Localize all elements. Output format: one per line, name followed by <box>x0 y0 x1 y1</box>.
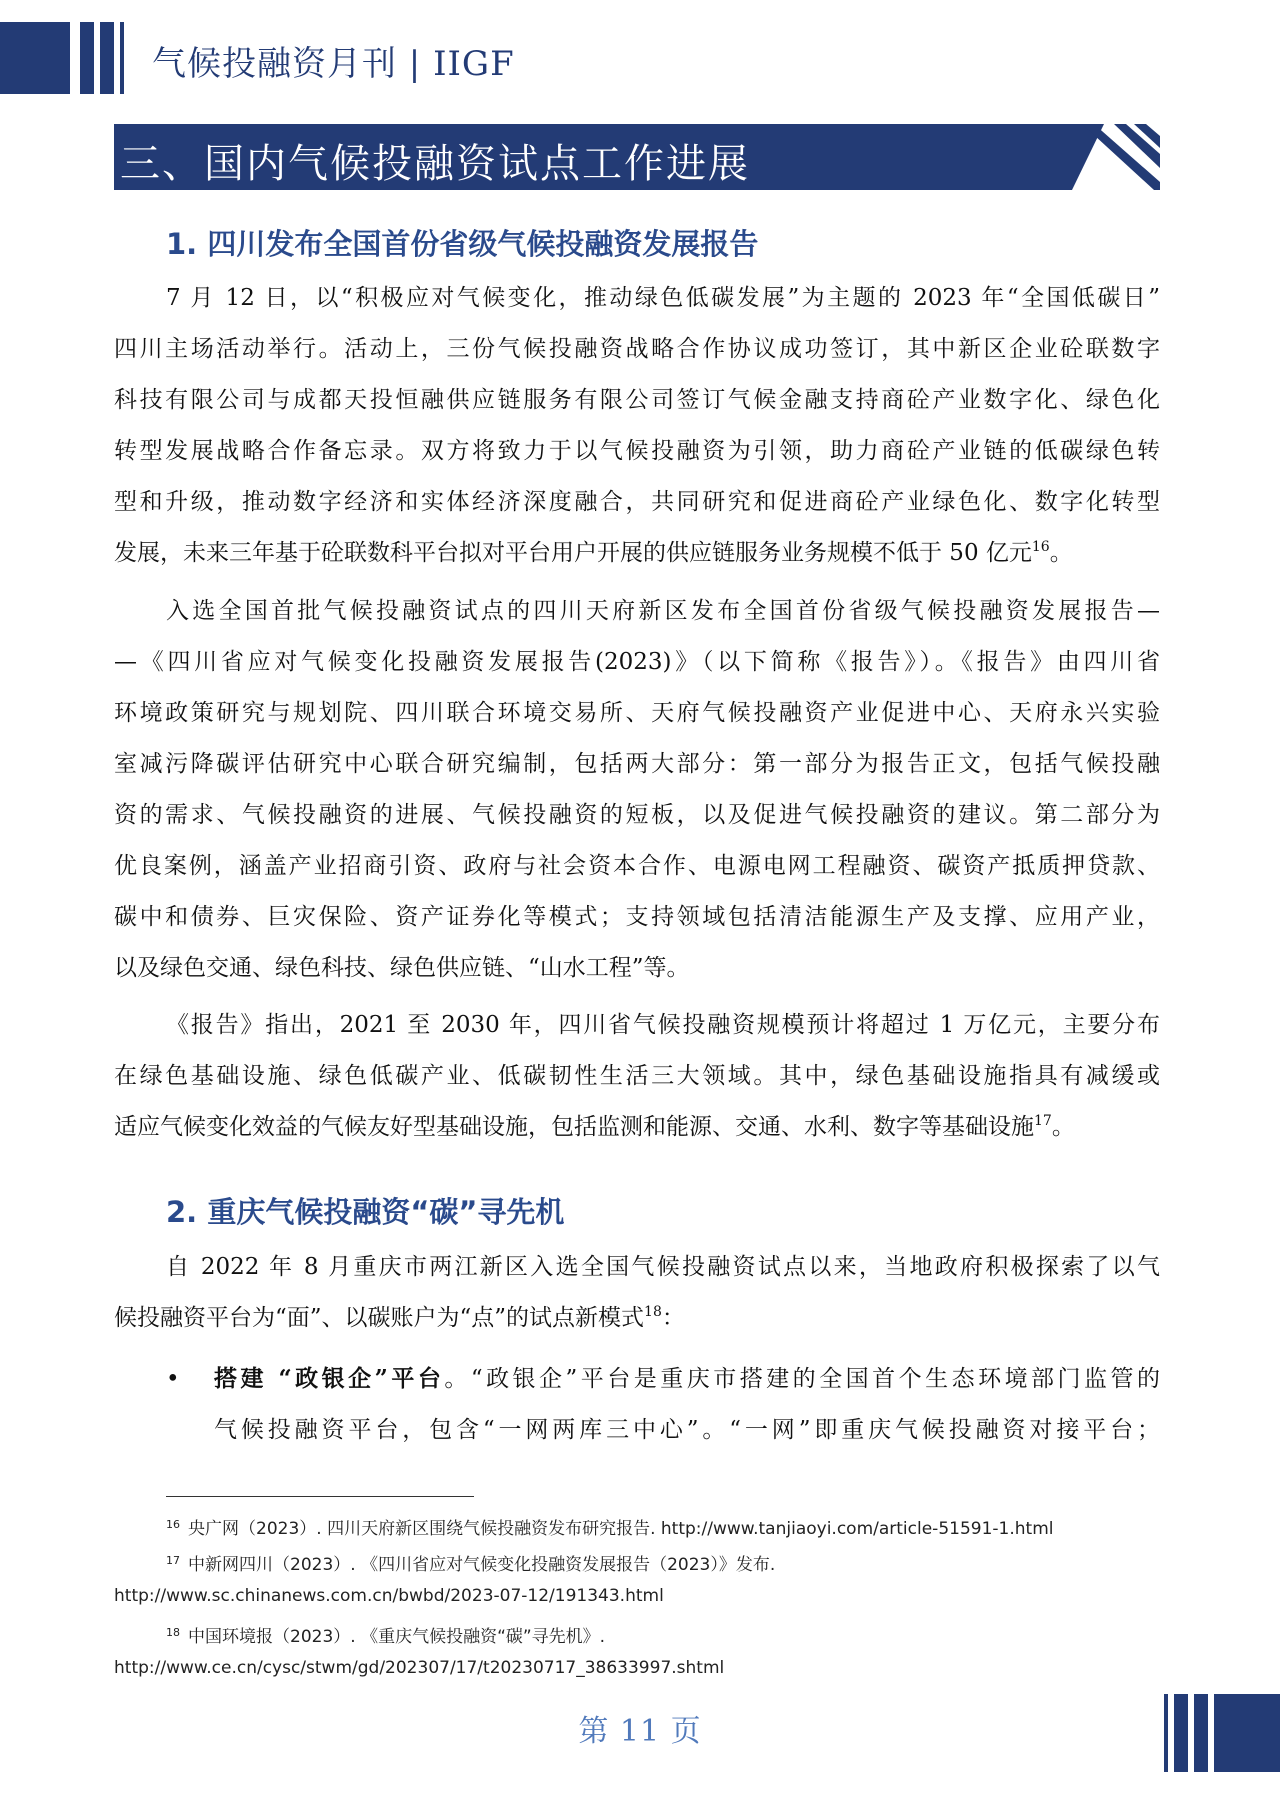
text-line: 在绿色基础设施、绿色低碳产业、低碳韧性生活三大领域。其中，绿色基础设施指具有减缓或 <box>114 1063 1160 1089</box>
footer-bar-decoration <box>1214 1694 1280 1772</box>
text-line: 转型发展战略合作备忘录。双方将致力于以气候投融资为引领，助力商砼产业链的低碳绿色转 <box>114 438 1160 464</box>
subsection-heading-2: 2. 重庆气候投融资“碳”寻先机 <box>166 1195 565 1229</box>
text-line: 优良案例，涵盖产业招商引资、政府与社会资本合作、电源电网工程融资、碳资产抵质押贷款、 <box>114 853 1160 879</box>
header-bar-decoration <box>0 22 70 94</box>
section-banner <box>114 124 1160 190</box>
text-line: 发展，未来三年基于砼联数科平台拟对平台用户开展的供应链服务业务规模不低于 50 亿元$^{16}$。 <box>114 539 1073 566</box>
footnote-link[interactable]: http://www.ce.cn/cysc/stwm/gd/202307/17/t20230717_38633997.shtml <box>114 1658 725 1678</box>
text-line: 室减污降碳评估研究中心联合研究编制，包括两大部分：第一部分为报告正文，包括气候投融 <box>114 751 1160 777</box>
footnote: $^{16}$ 央广网（2023）. 四川天府新区围绕气候投融资发布研究报告. http://www.tanjiaoyi.com/article-51591-1.html <box>166 1518 1054 1539</box>
text-line: 碳中和债券、巨灾保险、资产证券化等模式；支持领域包括清洁能源生产及支撑、应用产业， <box>114 904 1160 930</box>
header-title: 气候投融资月刊 | IIGF <box>152 44 515 84</box>
header-bar-decoration <box>100 22 114 94</box>
footnote: $^{17}$ 中新网四川（2023）. 《四川省应对气候变化投融资发展报告（2023）》发布. <box>166 1554 776 1575</box>
text-line: 型和升级，推动数字经济和实体经济深度融合，共同研究和促进商砼产业绿色化、数字化转型 <box>114 489 1160 515</box>
footnote-ref[interactable]: 16 <box>1031 539 1050 555</box>
bullet-icon: • <box>166 1366 180 1392</box>
text-line: 四川主场活动举行。活动上，三份气候投融资战略合作协议成功签订，其中新区企业砼联数字 <box>114 336 1160 362</box>
footer-bar-decoration <box>1174 1694 1188 1772</box>
footnote-divider <box>166 1496 474 1497</box>
footnote-link[interactable]: http://www.sc.chinanews.com.cn/bwbd/2023-07-12/191343.html <box>114 1586 664 1606</box>
footnote-ref[interactable]: 18 <box>644 1304 662 1320</box>
text-line: 候投融资平台为“面”、以碳账户为“点”的试点新模式$^{18}$： <box>114 1304 685 1331</box>
text-line: 气候投融资平台，包含“一网两库三中心”。“一网”即重庆气候投融资对接平台； <box>214 1417 1160 1443</box>
footnote: $^{18}$ 中国环境报（2023）. 《重庆气候投融资“碳”寻先机》. <box>166 1626 606 1647</box>
subsection-heading-1: 1. 四川发布全国首份省级气候投融资发展报告 <box>166 227 759 261</box>
footer-bar-decoration <box>1164 1694 1168 1772</box>
text-line: 环境政策研究与规划院、四川联合环境交易所、天府气候投融资产业促进中心、天府永兴实验 <box>114 700 1160 726</box>
section-title: 三、国内气候投融资试点工作进展 <box>120 141 750 187</box>
text-line: 适应气候变化效益的气候友好型基础设施，包括监测和能源、交通、水利、数字等基础设施$^{17}$。 <box>114 1113 1075 1140</box>
header-bar-decoration <box>80 22 94 94</box>
page-number: 第 11 页 <box>578 1714 702 1749</box>
text-line: —《四川省应对气候变化投融资发展报告(2023)》（以下简称《报告》）。《报告》由四川省 <box>114 649 1160 675</box>
header-bar-decoration <box>120 22 124 94</box>
text-line: 自 2022 年 8 月重庆市两江新区入选全国气候投融资试点以来，当地政府积极探索了以气 <box>166 1254 1160 1280</box>
text-line: 搭建 “政银企”平台。“政银企”平台是重庆市搭建的全国首个生态环境部门监管的 <box>214 1365 1160 1392</box>
text-line: 入选全国首批气候投融资试点的四川天府新区发布全国首份省级气候投融资发展报告— <box>166 598 1160 624</box>
text-line: 《报告》指出，2021 至 2030 年，四川省气候投融资规模预计将超过 1 万亿元，主要分布 <box>166 1012 1160 1038</box>
footnote-ref[interactable]: 17 <box>1034 1113 1052 1129</box>
text-line: 资的需求、气候投融资的进展、气候投融资的短板，以及促进气候投融资的建议。第二部分为 <box>114 802 1160 828</box>
footer-bar-decoration <box>1194 1694 1208 1772</box>
text-line: 7 月 12 日，以“积极应对气候变化，推动绿色低碳发展”为主题的 2023 年“全国低碳日” <box>166 285 1160 311</box>
text-line: 科技有限公司与成都天投恒融供应链服务有限公司签订气候金融支持商砼产业数字化、绿色化 <box>114 387 1160 413</box>
text-line: 以及绿色交通、绿色科技、绿色供应链、“山水工程”等。 <box>114 955 690 981</box>
